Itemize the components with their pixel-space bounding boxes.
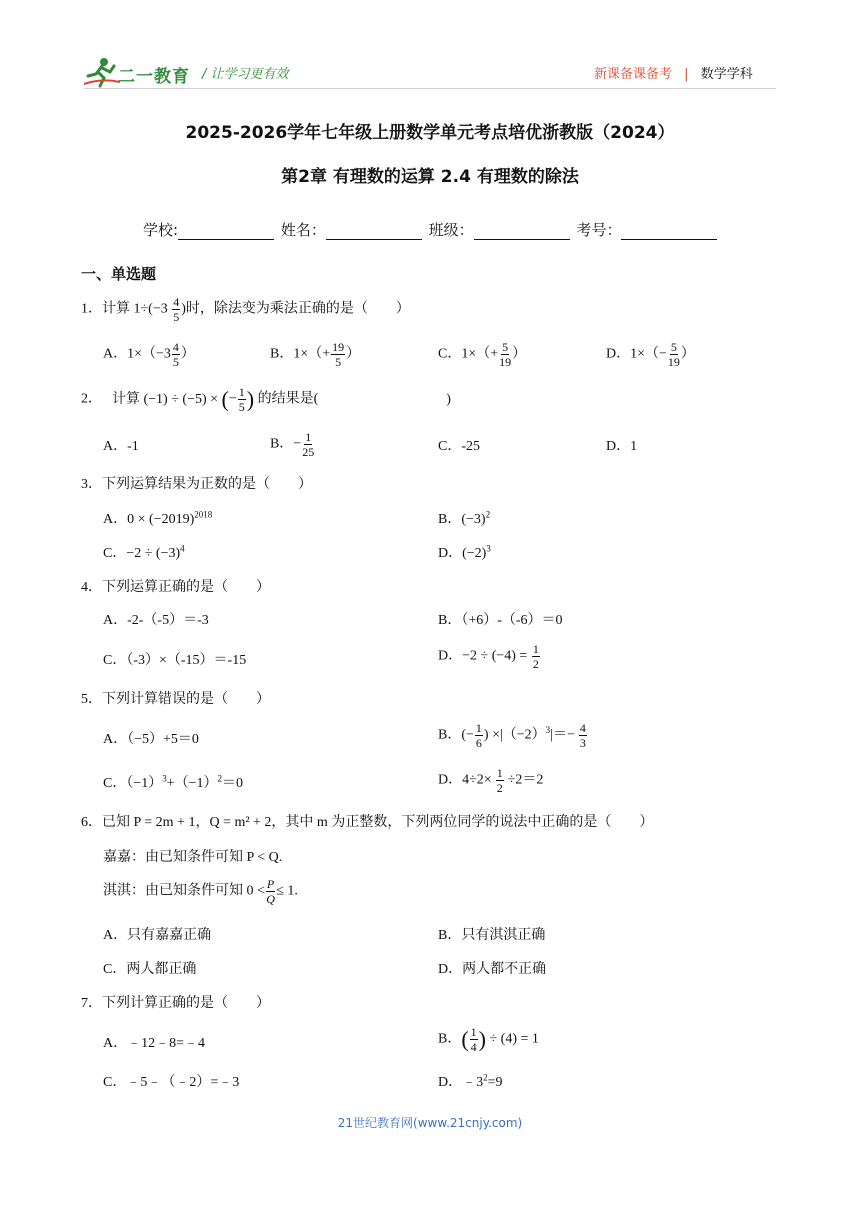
q7-option-c[interactable]: C．﹣5﹣（﹣2）=﹣3 [103, 1075, 240, 1090]
q2-option-c[interactable]: C．-25 [438, 439, 480, 454]
q6-option-c[interactable]: C．两人都正确 [103, 962, 197, 977]
q3-option-d[interactable]: D．$(-2)^3$ [438, 543, 491, 561]
q4-option-a[interactable]: A．-2-（-5）＝-3 [103, 613, 209, 628]
q7-option-d[interactable]: D．$﹣3^2=9$ [438, 1072, 503, 1090]
q2-option-a[interactable]: A．-1 [103, 439, 139, 454]
question-5: 5．下列计算错误的是（ ） [81, 692, 270, 707]
footer-link[interactable]: 21世纪教育网(www.21cnjy.com) [337, 1116, 523, 1130]
q5-option-b[interactable]: B．(− $\frac{1}{6}$ ) $\times|(-2)^3|=-$ $\frac{4}{3}$ [438, 721, 586, 750]
header-logo [84, 56, 194, 88]
name-field[interactable] [326, 225, 422, 240]
header-right [594, 63, 753, 82]
q1-option-c[interactable]: C．1×（+ $\frac{5}{19}$ ） [438, 340, 527, 369]
class-label: 班级： [428, 221, 474, 239]
question-6: 6．已知 P = 2m + 1，Q = m² + 2，其中 m 为正整数，下列两位同学的说法中正确的是（ ） [81, 815, 654, 830]
q6-option-d[interactable]: D．两人都不正确 [438, 962, 547, 977]
q4-option-d[interactable]: D．−2 ÷ (−4) = $\frac{1}{2}$ [438, 642, 539, 671]
title-line1: 2025-2026学年七年级上册数学单元考点培优浙教版（2024） [185, 123, 675, 143]
header-rule [84, 88, 776, 89]
q5-option-a[interactable]: A．（−5）+5＝0 [103, 732, 199, 747]
q6-option-b[interactable]: B．只有淇淇正确 [438, 928, 546, 943]
header-subject: 数学学科 [700, 67, 753, 82]
school-field[interactable] [178, 225, 274, 240]
logo-text: 二一教育 [118, 67, 190, 87]
q1-option-a[interactable]: A．1×（−3 $\frac{4}{5}$ ） [103, 340, 195, 369]
class-field[interactable] [474, 225, 570, 240]
title-line2: 第2章 有理数的运算 2.4 有理数的除法 [281, 167, 579, 187]
question-7: 7．下列计算正确的是（ ） [81, 996, 270, 1011]
runner-logo-icon [84, 56, 120, 88]
question-1: 1．计算 1÷(−3 $\frac{4}{5}$ )时，除法变为乘法正确的是（ ） [81, 295, 410, 324]
question-4: 4．下列运算正确的是（ ） [81, 580, 270, 595]
q7-option-a[interactable]: A．﹣12﹣8=﹣4 [103, 1036, 206, 1051]
q1-option-b[interactable]: B．1×（+ $\frac{19}{5}$ ） [270, 340, 361, 369]
header-tagline: 新课备课备考 [594, 67, 673, 82]
q6-option-a[interactable]: A．只有嘉嘉正确 [103, 928, 212, 943]
question-3: 3．下列运算结果为正数的是（ ） [81, 477, 312, 492]
student-info-line [143, 219, 719, 240]
question-2: 2． 计算 (−1) ÷ (−5) × (− $\frac{1}{5}$ ) 的结果是( ) [81, 385, 451, 414]
q5-option-d[interactable]: D．4÷2× $\frac{1}{2}$ ÷2＝2 [438, 766, 544, 795]
q7-option-b[interactable]: B．( $\frac{1}{4}$ ) ÷ (4) = 1 [438, 1025, 539, 1054]
number-label: 考号： [576, 221, 622, 239]
q6-statement-1: 嘉嘉：由已知条件可知 P < Q. [103, 850, 283, 865]
q3-option-c[interactable]: C．$-2 \div (-3)^4$ [103, 543, 185, 561]
q2-option-b[interactable]: B．− $\frac{1}{25}$ [270, 430, 315, 459]
header-slogan: / 让学习更有效 [202, 67, 289, 82]
section-title: 一、单选题 [81, 265, 157, 283]
q1-option-d[interactable]: D．1×（− $\frac{5}{19}$ ） [606, 340, 695, 369]
q5-option-c[interactable]: C．$(-1)^3+(-1)^2=0$ [103, 773, 244, 791]
header-divider: | [684, 67, 689, 82]
q3-option-b[interactable]: B．$(-3)^2$ [438, 509, 491, 527]
name-label: 姓名： [280, 221, 326, 239]
q2-option-d[interactable]: D．1 [606, 439, 638, 454]
q3-option-a[interactable]: A．$0 \times (-2019)^{2018}$ [103, 509, 213, 527]
school-label: 学校: [143, 221, 179, 239]
q4-option-c[interactable]: C．（-3）×（-15）＝-15 [103, 653, 247, 668]
number-field[interactable] [621, 225, 717, 240]
q4-option-b[interactable]: B．（+6）-（-6）＝0 [438, 613, 563, 628]
q6-statement-2: 淇淇：由已知条件可知 0 < $\frac{P}{Q}$ ≤ 1. [103, 877, 298, 906]
